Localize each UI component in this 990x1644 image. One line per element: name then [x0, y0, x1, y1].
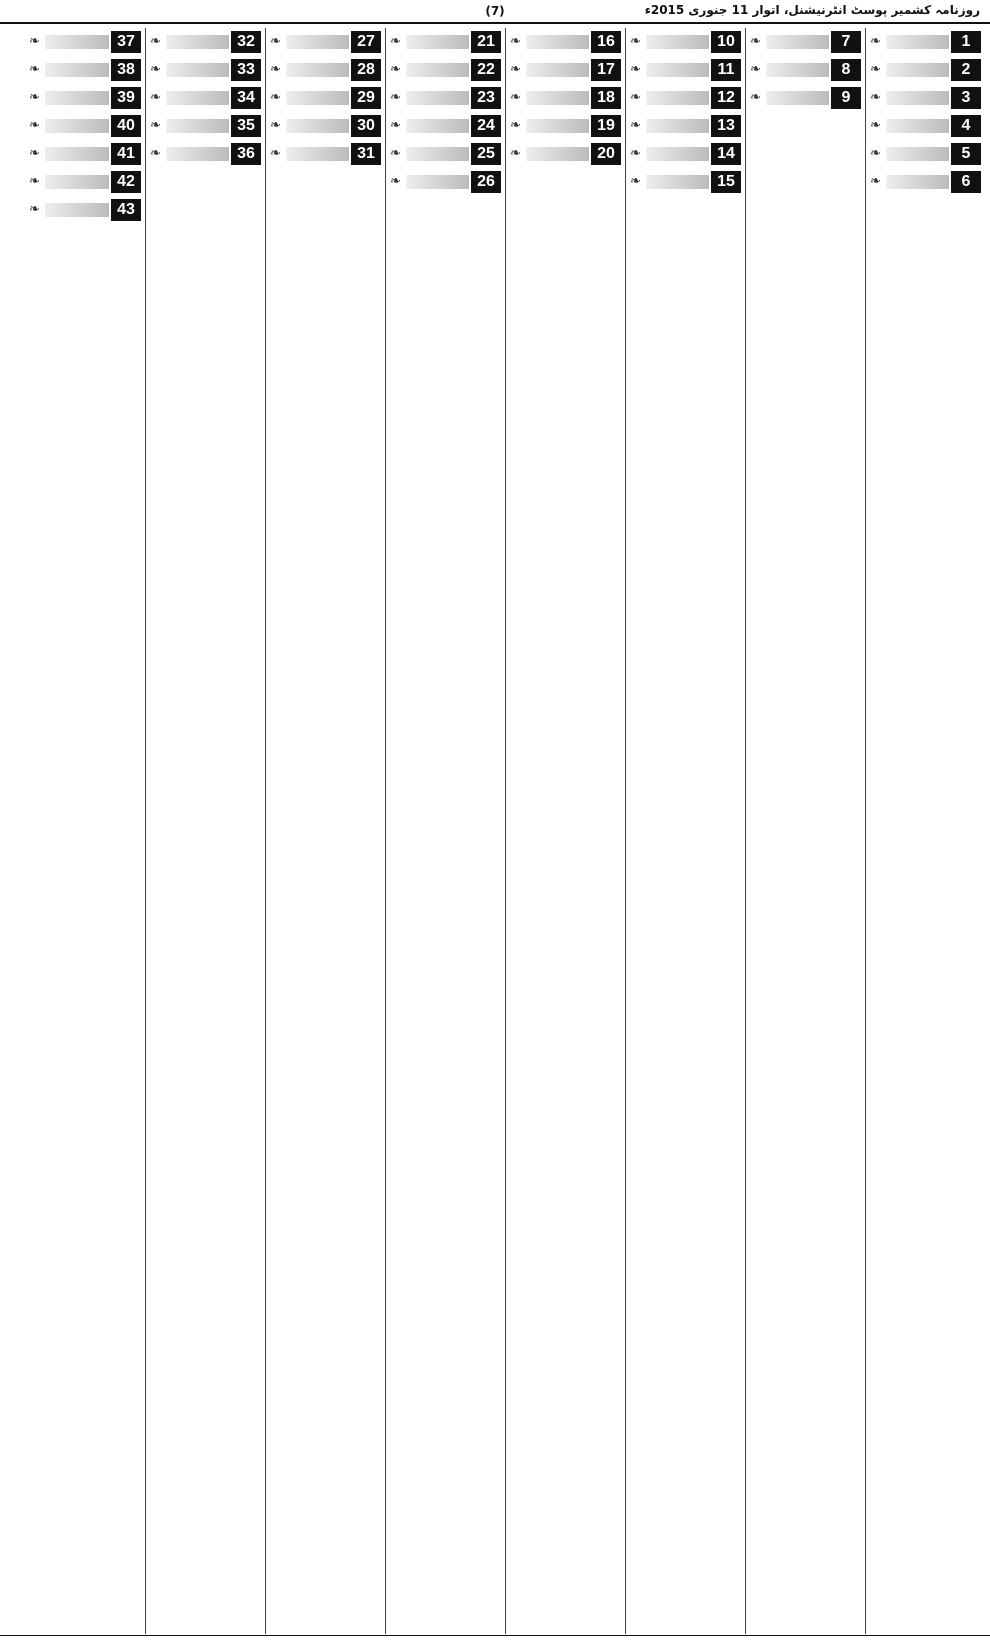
heading-shade [45, 147, 109, 161]
heading-shade [406, 119, 469, 133]
leaf-ornament-icon: ❧ [29, 146, 40, 161]
item-number-bar [388, 59, 501, 81]
item-number-bar [388, 87, 501, 109]
news-item [148, 56, 261, 84]
item-number-bar [508, 31, 621, 53]
heading-shade [406, 35, 469, 49]
news-item [268, 84, 381, 112]
leaf-ornament-icon: ❧ [750, 34, 761, 49]
leaf-ornament-icon: ❧ [630, 146, 641, 161]
item-number: 28 [351, 59, 381, 81]
item-number-bar [27, 31, 141, 53]
item-number-bar [508, 87, 621, 109]
item-number-bar [268, 143, 381, 165]
news-item [268, 140, 381, 168]
item-number-bar [27, 143, 141, 165]
heading-shade [45, 119, 109, 133]
item-number: 5 [951, 143, 981, 165]
heading-shade [886, 35, 949, 49]
item-number: 42 [111, 171, 141, 193]
item-number: 23 [471, 87, 501, 109]
leaf-ornament-icon: ❧ [29, 34, 40, 49]
heading-shade [286, 63, 349, 77]
item-number: 9 [831, 87, 861, 109]
item-number-bar [388, 115, 501, 137]
leaf-ornament-icon: ❧ [510, 118, 521, 133]
item-number-bar [388, 31, 501, 53]
news-column [265, 28, 383, 1634]
item-number: 30 [351, 115, 381, 137]
leaf-ornament-icon: ❧ [390, 118, 401, 133]
heading-shade [646, 147, 709, 161]
news-item [508, 112, 621, 140]
item-number: 33 [231, 59, 261, 81]
item-number: 10 [711, 31, 741, 53]
heading-shade [45, 91, 109, 105]
item-number: 13 [711, 115, 741, 137]
item-number: 21 [471, 31, 501, 53]
item-number-bar [628, 59, 741, 81]
item-number-bar [148, 31, 261, 53]
heading-shade [45, 35, 109, 49]
item-number: 6 [951, 171, 981, 193]
item-number: 8 [831, 59, 861, 81]
leaf-ornament-icon: ❧ [390, 62, 401, 77]
item-number: 19 [591, 115, 621, 137]
news-item [868, 84, 981, 112]
news-item [388, 56, 501, 84]
news-item [628, 84, 741, 112]
leaf-ornament-icon: ❧ [510, 62, 521, 77]
news-item [388, 168, 501, 196]
news-column [145, 28, 263, 1634]
leaf-ornament-icon: ❧ [870, 118, 881, 133]
news-item [148, 140, 261, 168]
news-item [508, 28, 621, 56]
leaf-ornament-icon: ❧ [870, 90, 881, 105]
item-number: 41 [111, 143, 141, 165]
heading-shade [406, 147, 469, 161]
news-item [628, 28, 741, 56]
heading-shade [646, 175, 709, 189]
news-column [865, 28, 983, 1634]
item-number: 7 [831, 31, 861, 53]
item-number: 38 [111, 59, 141, 81]
leaf-ornament-icon: ❧ [150, 62, 161, 77]
heading-shade [886, 147, 949, 161]
heading-shade [526, 63, 589, 77]
item-number: 39 [111, 87, 141, 109]
news-item [508, 84, 621, 112]
news-column [625, 28, 743, 1634]
item-number: 4 [951, 115, 981, 137]
news-column [745, 28, 863, 1634]
heading-shade [45, 63, 109, 77]
item-number-bar [508, 115, 621, 137]
masthead-dateline: روزنامہ کشمیر پوسٹ انٹرنیشنل، اتوار 11 جنوری 2015ء [644, 3, 980, 17]
leaf-ornament-icon: ❧ [870, 174, 881, 189]
item-number-bar [27, 115, 141, 137]
item-number-bar [748, 87, 861, 109]
item-number: 43 [111, 199, 141, 221]
leaf-ornament-icon: ❧ [630, 118, 641, 133]
leaf-ornament-icon: ❧ [29, 62, 40, 77]
news-column [505, 28, 623, 1634]
item-number: 3 [951, 87, 981, 109]
item-number: 17 [591, 59, 621, 81]
item-number-bar [388, 143, 501, 165]
leaf-ornament-icon: ❧ [270, 62, 281, 77]
item-number: 18 [591, 87, 621, 109]
heading-shade [45, 203, 109, 217]
item-number: 36 [231, 143, 261, 165]
news-item [27, 112, 141, 140]
item-number: 2 [951, 59, 981, 81]
news-item [388, 28, 501, 56]
heading-shade [526, 119, 589, 133]
leaf-ornament-icon: ❧ [390, 174, 401, 189]
item-number-bar [628, 115, 741, 137]
item-number: 27 [351, 31, 381, 53]
item-number-bar [27, 171, 141, 193]
heading-shade [166, 119, 229, 133]
news-item [508, 140, 621, 168]
leaf-ornament-icon: ❧ [510, 146, 521, 161]
heading-shade [406, 91, 469, 105]
news-item [508, 56, 621, 84]
leaf-ornament-icon: ❧ [750, 62, 761, 77]
item-number-bar [748, 31, 861, 53]
item-number: 20 [591, 143, 621, 165]
leaf-ornament-icon: ❧ [870, 146, 881, 161]
news-item [27, 84, 141, 112]
item-number: 26 [471, 171, 501, 193]
item-number-bar [868, 115, 981, 137]
heading-shade [886, 175, 949, 189]
leaf-ornament-icon: ❧ [150, 34, 161, 49]
item-number: 15 [711, 171, 741, 193]
heading-shade [406, 175, 469, 189]
item-number: 34 [231, 87, 261, 109]
leaf-ornament-icon: ❧ [150, 146, 161, 161]
news-item [388, 140, 501, 168]
leaf-ornament-icon: ❧ [630, 174, 641, 189]
item-number-bar [148, 115, 261, 137]
page-header [0, 0, 990, 24]
leaf-ornament-icon: ❧ [870, 34, 881, 49]
leaf-ornament-icon: ❧ [29, 174, 40, 189]
news-column [25, 28, 143, 1634]
news-item [388, 112, 501, 140]
leaf-ornament-icon: ❧ [29, 118, 40, 133]
news-item [748, 56, 861, 84]
heading-shade [166, 35, 229, 49]
item-number-bar [268, 59, 381, 81]
heading-shade [286, 35, 349, 49]
item-number: 25 [471, 143, 501, 165]
leaf-ornament-icon: ❧ [390, 34, 401, 49]
item-number-bar [148, 87, 261, 109]
heading-shade [646, 119, 709, 133]
leaf-ornament-icon: ❧ [270, 34, 281, 49]
news-item [868, 168, 981, 196]
news-item [27, 196, 141, 224]
leaf-ornament-icon: ❧ [150, 90, 161, 105]
leaf-ornament-icon: ❧ [270, 90, 281, 105]
leaf-ornament-icon: ❧ [510, 34, 521, 49]
news-item [868, 140, 981, 168]
heading-shade [646, 91, 709, 105]
item-number-bar [628, 31, 741, 53]
item-number: 22 [471, 59, 501, 81]
heading-shade [286, 147, 349, 161]
news-item [868, 28, 981, 56]
item-number-bar [868, 59, 981, 81]
news-item [868, 56, 981, 84]
news-item [628, 56, 741, 84]
leaf-ornament-icon: ❧ [150, 118, 161, 133]
heading-shade [406, 63, 469, 77]
item-number: 11 [711, 59, 741, 81]
heading-shade [166, 147, 229, 161]
item-number: 29 [351, 87, 381, 109]
heading-shade [886, 119, 949, 133]
page-number: (7) [485, 4, 505, 18]
heading-shade [766, 91, 829, 105]
item-number-bar [748, 59, 861, 81]
heading-shade [646, 63, 709, 77]
news-item [148, 112, 261, 140]
item-number: 35 [231, 115, 261, 137]
news-item [268, 56, 381, 84]
heading-shade [646, 35, 709, 49]
item-number-bar [148, 143, 261, 165]
news-item [268, 112, 381, 140]
heading-shade [526, 147, 589, 161]
leaf-ornament-icon: ❧ [270, 146, 281, 161]
item-number: 40 [111, 115, 141, 137]
item-number: 31 [351, 143, 381, 165]
leaf-ornament-icon: ❧ [870, 62, 881, 77]
leaf-ornament-icon: ❧ [630, 90, 641, 105]
news-item [868, 112, 981, 140]
item-number-bar [27, 199, 141, 221]
heading-shade [526, 35, 589, 49]
news-item [628, 168, 741, 196]
item-number: 1 [951, 31, 981, 53]
heading-shade [766, 35, 829, 49]
leaf-ornament-icon: ❧ [29, 202, 40, 217]
item-number: 12 [711, 87, 741, 109]
leaf-ornament-icon: ❧ [630, 34, 641, 49]
news-item [748, 28, 861, 56]
heading-shade [886, 91, 949, 105]
item-number-bar [868, 87, 981, 109]
news-item [148, 28, 261, 56]
news-item [27, 28, 141, 56]
heading-shade [526, 91, 589, 105]
item-number-bar [27, 87, 141, 109]
item-number-bar [868, 171, 981, 193]
item-number: 37 [111, 31, 141, 53]
item-number: 16 [591, 31, 621, 53]
heading-shade [45, 175, 109, 189]
item-number-bar [27, 59, 141, 81]
leaf-ornament-icon: ❧ [270, 118, 281, 133]
item-number: 14 [711, 143, 741, 165]
item-number-bar [628, 87, 741, 109]
heading-shade [166, 91, 229, 105]
item-number: 32 [231, 31, 261, 53]
news-item [388, 84, 501, 112]
item-number: 24 [471, 115, 501, 137]
leaf-ornament-icon: ❧ [750, 90, 761, 105]
leaf-ornament-icon: ❧ [510, 90, 521, 105]
news-item [268, 28, 381, 56]
item-number-bar [628, 171, 741, 193]
news-item [748, 84, 861, 112]
leaf-ornament-icon: ❧ [390, 146, 401, 161]
news-item [27, 56, 141, 84]
item-number-bar [508, 143, 621, 165]
heading-shade [766, 63, 829, 77]
leaf-ornament-icon: ❧ [29, 90, 40, 105]
item-number-bar [268, 115, 381, 137]
leaf-ornament-icon: ❧ [630, 62, 641, 77]
heading-shade [286, 91, 349, 105]
item-number-bar [628, 143, 741, 165]
news-item [148, 84, 261, 112]
news-item [628, 112, 741, 140]
news-item [27, 168, 141, 196]
heading-shade [286, 119, 349, 133]
newspaper-page [6, 28, 984, 1634]
news-item [628, 140, 741, 168]
item-number-bar [388, 171, 501, 193]
item-number-bar [508, 59, 621, 81]
item-number-bar [268, 87, 381, 109]
news-column [385, 28, 503, 1634]
heading-shade [166, 63, 229, 77]
news-item [27, 140, 141, 168]
heading-shade [886, 63, 949, 77]
leaf-ornament-icon: ❧ [390, 90, 401, 105]
item-number-bar [868, 143, 981, 165]
page-footer-rule [0, 1635, 990, 1644]
item-number-bar [268, 31, 381, 53]
item-number-bar [868, 31, 981, 53]
item-number-bar [148, 59, 261, 81]
